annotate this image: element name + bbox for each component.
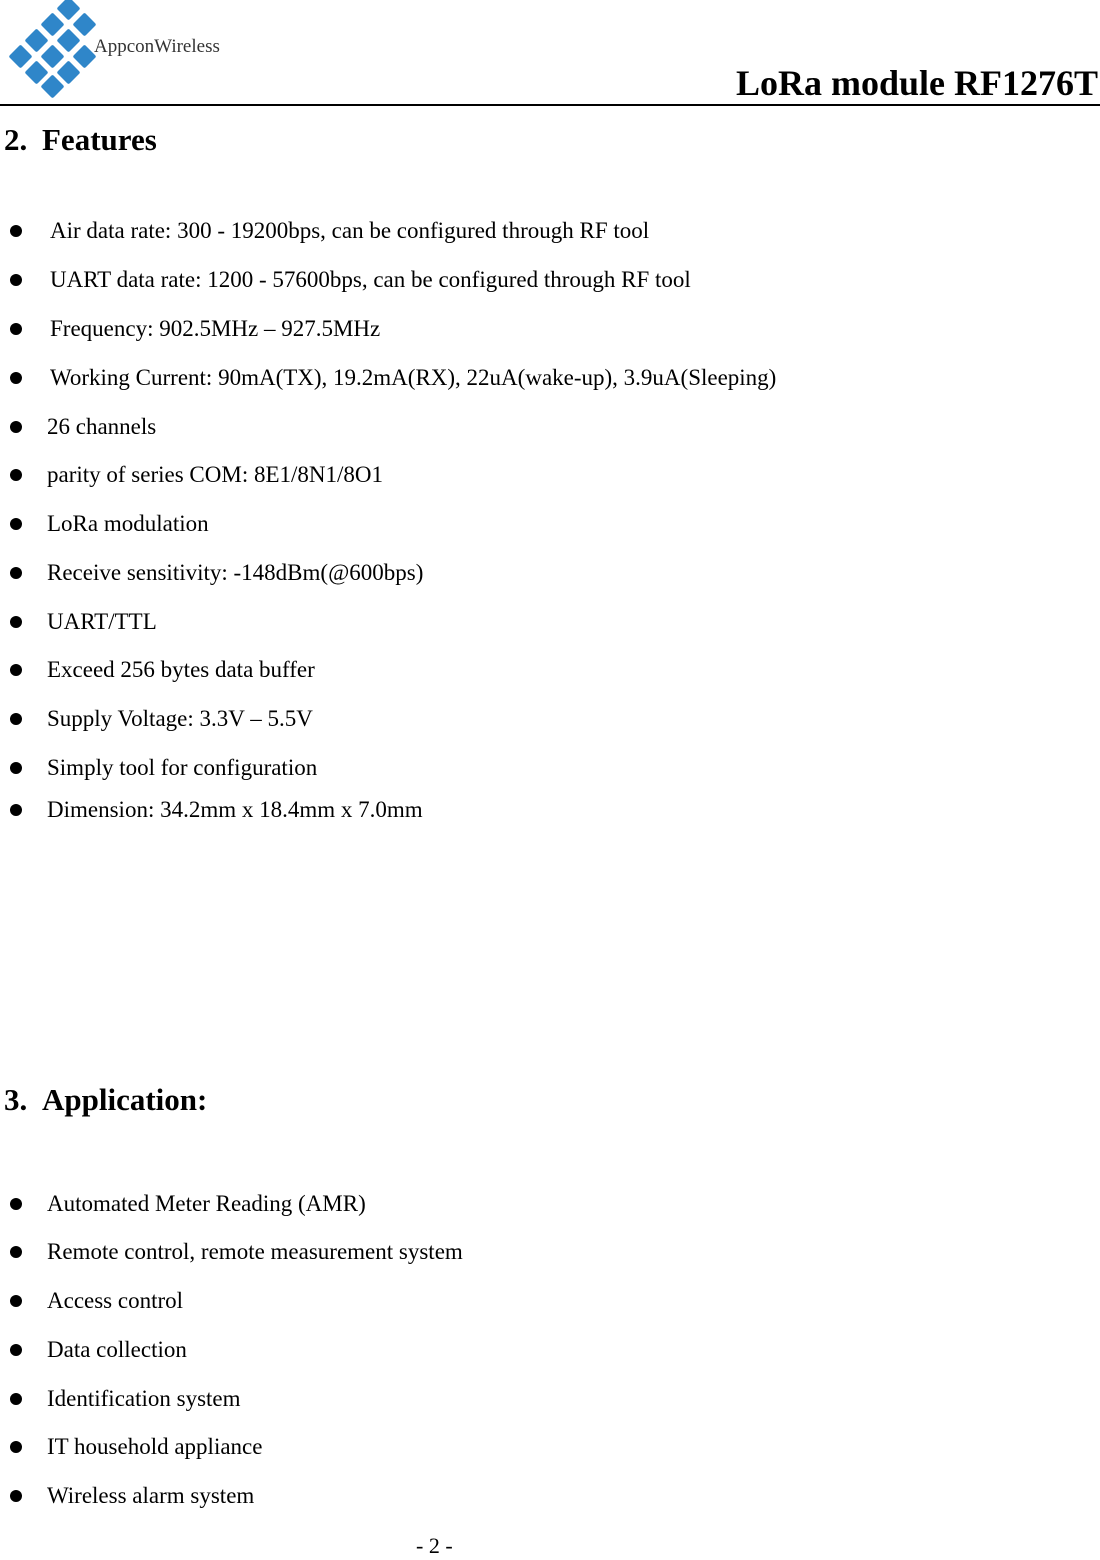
list-item xyxy=(0,263,1100,297)
list-item xyxy=(0,751,1100,785)
application-heading xyxy=(4,1080,207,1120)
list-item xyxy=(0,458,1100,492)
bullet-icon xyxy=(10,567,22,579)
list-item xyxy=(0,605,1100,639)
header-divider xyxy=(0,104,1100,106)
list-item-text: Dimension: 34.2mm x 18.4mm x 7.0mm xyxy=(47,797,423,822)
list-item xyxy=(0,361,1100,395)
list-item-text: parity of series COM: 8E1/8N1/8O1 xyxy=(47,462,384,487)
bullet-icon xyxy=(10,1490,22,1502)
bullet-icon xyxy=(10,1246,22,1258)
list-item-text: 26 channels xyxy=(47,414,157,439)
list-item xyxy=(0,793,1100,827)
bullet-icon xyxy=(10,1441,22,1453)
list-item xyxy=(0,410,1100,444)
list-item-text: Wireless alarm system xyxy=(47,1483,255,1508)
list-item xyxy=(0,653,1100,687)
bullet-icon xyxy=(10,616,22,628)
list-item-text: Receive sensitivity: -148dBm(@600bps) xyxy=(47,560,424,585)
company-name: AppconWireless xyxy=(94,36,220,57)
application-number: 3. xyxy=(4,1082,28,1117)
features-heading xyxy=(4,120,157,160)
list-item xyxy=(0,1333,1100,1367)
document-title: LoRa module RF1276T xyxy=(735,63,1098,103)
bullet-icon xyxy=(10,421,22,433)
list-item-text: Frequency: 902.5MHz – 927.5MHz xyxy=(50,316,381,341)
list-item xyxy=(0,1235,1100,1269)
bullet-icon xyxy=(10,518,22,530)
list-item-text: Air data rate: 300 - 19200bps, can be configured through RF tool xyxy=(50,218,650,243)
appcon-wireless-logo xyxy=(4,0,244,98)
bullet-icon xyxy=(10,1295,22,1307)
bullet-icon xyxy=(10,713,22,725)
bullet-icon xyxy=(10,1344,22,1356)
list-item xyxy=(0,1284,1100,1318)
bullet-icon xyxy=(10,804,22,816)
list-item-text: UART/TTL xyxy=(47,609,157,634)
list-item-text: IT household appliance xyxy=(47,1434,263,1459)
bullet-icon xyxy=(10,762,22,774)
list-item xyxy=(0,507,1100,541)
bullet-icon xyxy=(10,372,22,384)
list-item-text: Exceed 256 bytes data buffer xyxy=(47,657,315,682)
application-title: Application: xyxy=(42,1082,208,1117)
list-item-text: Access control xyxy=(47,1288,184,1313)
list-item-text: LoRa modulation xyxy=(47,511,209,536)
list-item xyxy=(0,556,1100,590)
bullet-icon xyxy=(10,664,22,676)
list-item xyxy=(0,312,1100,346)
list-item-text: Working Current: 90mA(TX), 19.2mA(RX), 22uA(wake-up), 3.9uA(Sleeping) xyxy=(50,365,777,390)
list-item-text: Identification system xyxy=(47,1386,241,1411)
list-item-text: Automated Meter Reading (AMR) xyxy=(47,1191,366,1216)
bullet-icon xyxy=(10,1393,22,1405)
page-number: - 2 - xyxy=(416,1533,453,1558)
list-item-text: Remote control, remote measurement system xyxy=(47,1239,463,1264)
bullet-icon xyxy=(10,1198,22,1210)
bullet-icon xyxy=(10,469,22,481)
list-item xyxy=(0,1479,1100,1513)
bullet-icon xyxy=(10,225,22,237)
bullet-icon xyxy=(10,323,22,335)
list-item xyxy=(0,702,1100,736)
list-item-text: Supply Voltage: 3.3V – 5.5V xyxy=(47,706,313,731)
list-item xyxy=(0,1187,1100,1221)
list-item xyxy=(0,1430,1100,1464)
list-item-text: Simply tool for configuration xyxy=(47,755,318,780)
features-title: Features xyxy=(42,122,157,157)
features-number: 2. xyxy=(4,122,28,157)
list-item-text: Data collection xyxy=(47,1337,187,1362)
page-header xyxy=(0,0,1100,106)
list-item xyxy=(0,214,1100,248)
list-item-text: UART data rate: 1200 - 57600bps, can be configured through RF tool xyxy=(50,267,691,292)
bullet-icon xyxy=(10,274,22,286)
list-item xyxy=(0,1382,1100,1416)
